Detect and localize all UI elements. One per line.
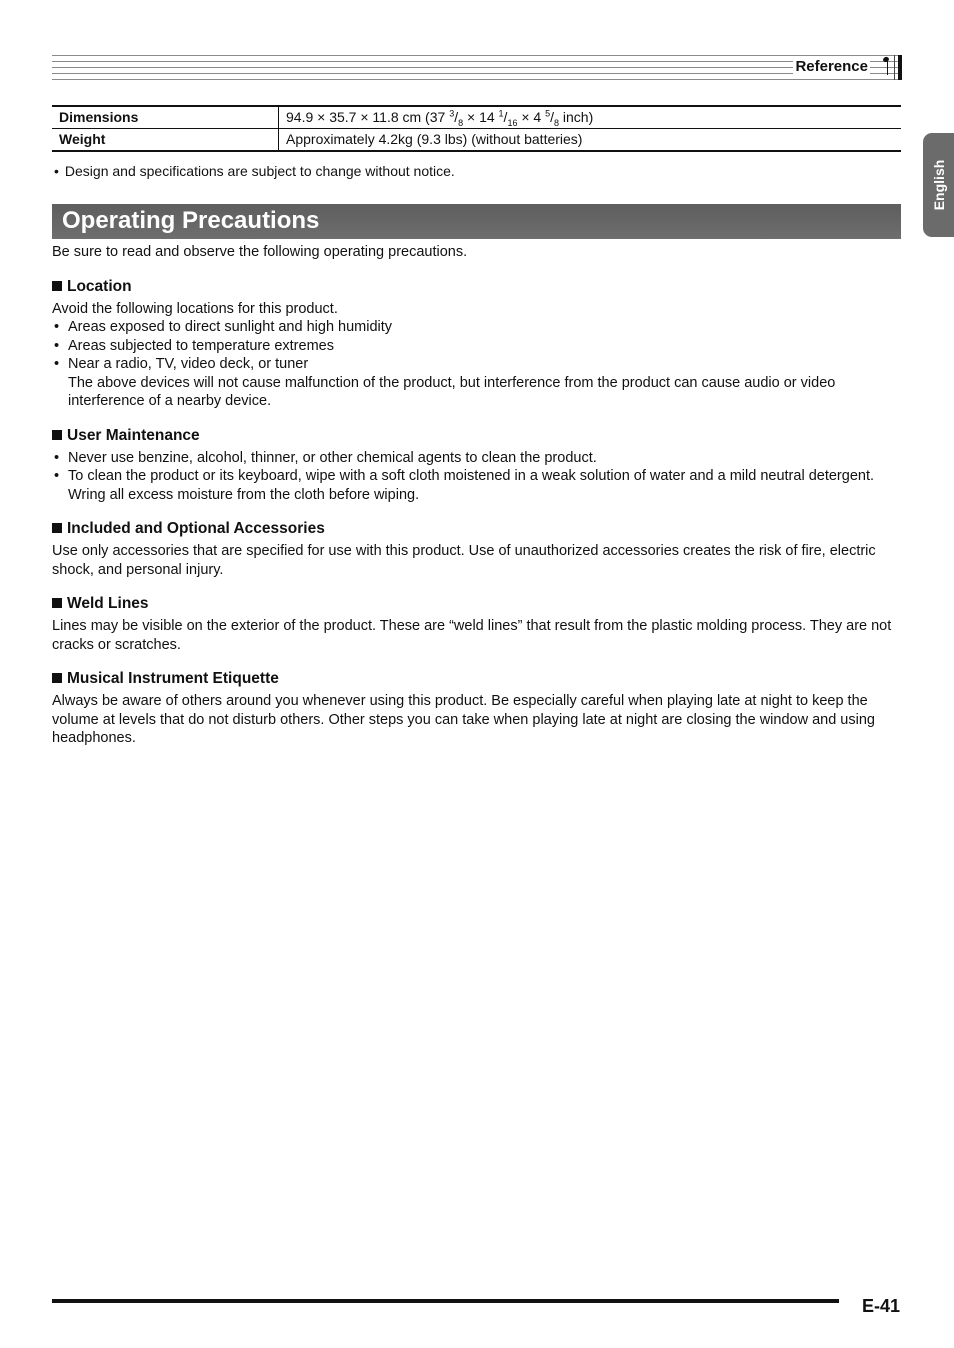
precautions-content bbox=[52, 243, 901, 748]
list-item: • Areas exposed to direct sunlight and high humidity bbox=[54, 319, 393, 335]
location-list bbox=[52, 318, 901, 411]
square-bullet-icon bbox=[52, 598, 62, 608]
maintenance-list bbox=[52, 449, 901, 505]
square-bullet-icon bbox=[52, 523, 62, 533]
intro-text: Be sure to read and observe the following operating precautions. bbox=[52, 244, 468, 260]
etiquette-text: Always be aware of others around you whenever using this product. Be especially careful when playing late at night to keep the volume at levels that do not disturb others. Other steps you can take when playing late at night are closing the window and using headphones. bbox=[52, 693, 875, 746]
music-note-icon bbox=[887, 60, 888, 75]
square-bullet-icon bbox=[52, 281, 62, 291]
page-number: E-41 bbox=[861, 1296, 900, 1316]
accessories-text: Use only accessories that are specified for use with this product. Use of unauthorized accessories creates the risk of fire, electric shock, and personal injury. bbox=[52, 543, 876, 578]
list-item: • To clean the product or its keyboard, wipe with a soft cloth moistened in a weak solution of water and a mild neutral detergent. Wring all excess moisture from the cloth before wiping. bbox=[54, 468, 875, 503]
footer-rule bbox=[52, 1299, 839, 1303]
spec-label: Dimensions bbox=[52, 106, 279, 129]
section-title-bar bbox=[52, 204, 901, 239]
spec-label: Weight bbox=[52, 129, 279, 152]
location-heading: Location bbox=[52, 277, 901, 297]
table-row bbox=[52, 129, 901, 152]
etiquette-heading: Musical Instrument Etiquette bbox=[52, 669, 901, 689]
section-title: Operating Precautions bbox=[62, 207, 320, 234]
spec-value: Approximately 4.2kg (9.3 lbs) (without batteries) bbox=[279, 129, 902, 152]
language-tab bbox=[923, 133, 954, 237]
header-staff bbox=[52, 55, 902, 80]
list-item: • Near a radio, TV, video deck, or tuner The above devices will not cause malfunction of the product, but interference from the product can cause audio or video interference of a nearby device. bbox=[54, 356, 836, 409]
location-item-note: The above devices will not cause malfunction of the product, but interference from the product can cause audio or video interference of a nearby device. bbox=[68, 374, 836, 409]
weld-lines-text: Lines may be visible on the exterior of the product. These are “weld lines” that result from the plastic molding process. They are not cracks or scratches. bbox=[52, 618, 892, 653]
square-bullet-icon bbox=[52, 673, 62, 683]
header-section-label: Reference bbox=[795, 58, 868, 75]
list-item: • Areas subjected to temperature extremes bbox=[54, 337, 334, 354]
table-row bbox=[52, 106, 901, 129]
weld-lines-heading: Weld Lines bbox=[52, 594, 901, 614]
maintenance-heading: User Maintenance bbox=[52, 426, 901, 446]
accessories-heading: Included and Optional Accessories bbox=[52, 519, 901, 539]
language-tab-label: English bbox=[930, 159, 947, 211]
list-item: • Never use benzine, alcohol, thinner, or other chemical agents to clean the product. bbox=[54, 449, 597, 466]
spec-note: • Design and specifications are subject to change without notice. bbox=[54, 163, 455, 179]
square-bullet-icon bbox=[52, 430, 62, 440]
location-lead: Avoid the following locations for this product. bbox=[52, 300, 338, 317]
spec-table bbox=[52, 105, 901, 152]
spec-value: 94.9 × 35.7 × 11.8 cm (37 $^3/_8 \times 14$ $^1/_{16} \times 4$ $^5/_8$ inch) bbox=[286, 108, 594, 128]
